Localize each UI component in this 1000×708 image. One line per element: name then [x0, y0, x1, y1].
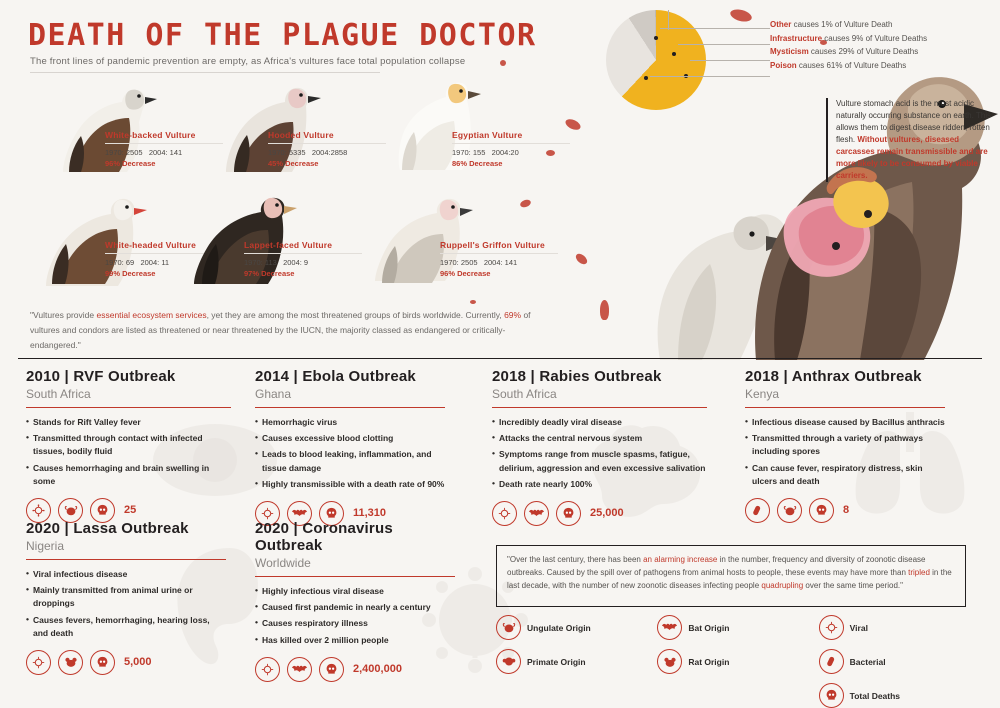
fact: • Has killed over 2 million people [255, 634, 455, 647]
quote-c: in the number, frequency and diversity of zoonotic disease outbreaks. Caused by the spill over of pathogens from animal hosts to people, these events may have more than [507, 555, 926, 577]
death-count: 11,310 [353, 507, 387, 520]
outbreak-card-lassa [26, 520, 226, 675]
leader-line [690, 60, 770, 61]
outbreak-icons [745, 498, 945, 523]
fact: • Mainly transmitted from animal urine or droppings [26, 584, 226, 610]
key-item-bat-origin [657, 615, 814, 640]
leader-line [668, 10, 669, 30]
blood-splatter [519, 198, 532, 208]
death-count: 8 [843, 504, 850, 517]
key-item-ungulate-origin [496, 615, 653, 640]
key-item-primate-origin [496, 649, 653, 674]
legend-item-other: Other causes 1% of Vulture Death [770, 20, 893, 29]
legend-item-poison: Poison causes 61% of Vulture Deaths [770, 60, 907, 70]
quote-d: tripled [908, 567, 930, 577]
death-count: 25,000 [590, 507, 624, 520]
icon-key [496, 615, 976, 708]
outbreak-place: South Africa [26, 387, 91, 401]
fact: • Causes respiratory illness [255, 617, 455, 630]
fact: • Viral infectious disease [26, 568, 226, 581]
outbreak-heading: 2018 | Rabies Outbreak [492, 368, 662, 385]
vulture-name: White-headed Vulture [105, 240, 197, 250]
fact: • Hemorrhagic virus [255, 416, 445, 429]
bacterial-icon [745, 498, 770, 523]
vulture-card-lappet-faced [244, 240, 362, 278]
bat-origin-icon [524, 501, 549, 526]
vulture-2004: 2004: 141 [148, 148, 183, 157]
fact: • Symptoms range from muscle spasms, fatigue, delirium, aggression and even excessive salivation [492, 448, 707, 474]
outbreak-card-coronavirus [255, 520, 455, 682]
card-divider [268, 143, 386, 144]
key-item-bacterial [819, 649, 976, 674]
fact: • Can cause fever, respiratory distress, skin ulcers and death [745, 462, 945, 488]
quote-b: an alarming increase [643, 555, 718, 564]
total-deaths-icon [809, 498, 834, 523]
vulture-card-egyptian [452, 130, 570, 168]
vulture-card-ruppells [440, 240, 558, 278]
vulture-1970: 1970: 5335 [268, 148, 306, 157]
page-title: DEATH OF THE PLAGUE DOCTOR [28, 18, 537, 53]
causes-donut-chart [606, 10, 716, 120]
vulture-decline: 96% Decrease [440, 268, 491, 278]
vulture-decline: 99% Decrease [105, 268, 156, 278]
outbreak-place: South Africa [492, 387, 557, 401]
outbreak-icons [492, 501, 707, 526]
fact: • Attacks the central nervous system [492, 432, 707, 445]
quote-f: quadrupling [761, 580, 804, 590]
death-count: 5,000 [124, 656, 152, 669]
outbreak-card-ebola [255, 368, 445, 526]
key-label: Bat Origin [688, 622, 730, 633]
section-divider [18, 358, 982, 359]
fact: • Highly infectious viral disease [255, 585, 455, 598]
vulture-decline: 97% Decrease [244, 268, 295, 278]
eco-d: 69% [504, 310, 522, 320]
outbreak-heading: 2010 | RVF Outbreak [26, 368, 176, 385]
fact: • Highly transmissible with a death rate of 90% [255, 478, 445, 491]
fact: • Death rate nearly 100% [492, 478, 707, 491]
vulture-name: Egyptian Vulture [452, 130, 523, 140]
ungulate-origin-icon [496, 615, 521, 640]
vulture-1970: 1970: 2505 [440, 258, 478, 267]
viral-icon [255, 657, 280, 682]
quote-g: over the same time period." [803, 580, 903, 590]
outbreak-divider [255, 576, 455, 577]
eco-e: of vultures and condors are listed as threatened or near threatened by the IUCN, the majority classed as endangered or critically-endangered." [30, 310, 531, 350]
vulture-2004: 2004: 11 [140, 258, 170, 267]
outbreak-divider [745, 407, 945, 408]
card-divider [452, 143, 570, 144]
outbreak-facts [255, 585, 455, 647]
outbreak-heading: 2014 | Ebola Outbreak [255, 368, 416, 385]
outbreak-divider [26, 407, 231, 408]
key-item-viral [819, 615, 976, 640]
vulture-card-hooded [268, 130, 386, 168]
viral-icon [492, 501, 517, 526]
outbreak-place: Nigeria [26, 539, 65, 553]
fact: • Transmitted through contact with infected tissues, bodily fluid [26, 432, 231, 458]
key-item-total-deaths [819, 683, 976, 708]
outbreak-facts [26, 416, 231, 488]
bat-origin-icon [287, 657, 312, 682]
card-divider [244, 253, 362, 254]
eco-b: essential ecosystem services [96, 310, 207, 320]
key-label: Rat Origin [688, 656, 730, 667]
eco-a: "Vultures provide [30, 310, 97, 320]
stomach-acid-note [826, 98, 996, 182]
card-divider [105, 143, 223, 144]
causes-legend [770, 18, 985, 72]
outbreak-place: Kenya [745, 387, 780, 401]
ecosystem-paragraph [30, 308, 550, 353]
primate-origin-icon [496, 649, 521, 674]
key-label: Bacterial [849, 656, 886, 667]
outbreak-icons [26, 650, 226, 675]
key-label: Viral [849, 622, 868, 633]
legend-item-mysticism: Mysticism causes 29% of Vulture Deaths [770, 47, 919, 57]
outbreak-divider [492, 407, 707, 408]
vulture-name: White-backed Vulture [105, 130, 196, 140]
vulture-2004: 2004:2858 [311, 148, 348, 157]
vulture-name: Hooded Vulture [268, 130, 334, 140]
total-deaths-icon [90, 650, 115, 675]
outbreak-divider [26, 559, 226, 560]
blood-splatter [500, 60, 506, 66]
vulture-card-white-backed [105, 130, 223, 168]
leader-line [650, 76, 770, 77]
card-divider [440, 253, 558, 254]
leader-line [660, 28, 770, 29]
outbreak-card-rabies [492, 368, 707, 526]
vulture-name: Ruppell's Griffon Vulture [440, 240, 545, 250]
outbreak-facts [745, 416, 945, 488]
fact: • Caused first pandemic in nearly a century [255, 601, 455, 614]
key-label: Primate Origin [527, 656, 586, 667]
vulture-2004: 2004:20 [491, 148, 519, 157]
quote-a: "Over the last century, there has been [507, 555, 644, 564]
zoonotic-quote-box [496, 545, 966, 607]
fact: • Causes excessive blood clotting [255, 432, 445, 445]
fact: • Causes hemorrhaging and brain swelling in some [26, 462, 231, 488]
total-deaths-icon [819, 683, 844, 708]
viral-icon [26, 650, 51, 675]
outbreak-place: Worldwide [255, 556, 311, 570]
total-deaths-icon [556, 501, 581, 526]
bacterial-icon [819, 649, 844, 674]
blood-splatter [470, 300, 476, 304]
acid-note-part1: Vulture stomach acid is the most acidic naturally occurring substance on earth. This allows them to digest disease ridden, rotten flesh. [836, 99, 992, 144]
vulture-1970: 1970: 113 [244, 258, 277, 267]
vulture-2004: 2004: 9 [283, 258, 309, 267]
fact: • Leads to blood leaking, inflammation, and tissue damage [255, 448, 445, 474]
outbreak-card-anthrax [745, 368, 945, 523]
donut-marker [644, 76, 648, 80]
outbreak-facts [26, 568, 226, 640]
viral-icon [819, 615, 844, 640]
vulture-1970: 1970: 69 [105, 258, 135, 267]
death-count: 25 [124, 504, 137, 517]
title-divider [30, 72, 380, 73]
acid-note-part2: Without vultures, diseased carcasses remain transmissible and are more likely to be consumed by viable carriers. [836, 135, 988, 180]
vulture-decline: 45% Decrease [268, 158, 319, 168]
eco-c: , yet they are among the most threatened groups of birds worldwide. Currently, [206, 310, 505, 320]
outbreak-heading: 2018 | Anthrax Outbreak [745, 368, 922, 385]
total-deaths-icon [319, 657, 344, 682]
outbreak-card-rvf [26, 368, 231, 523]
outbreak-divider [255, 407, 445, 408]
fact: • Causes fevers, hemorrhaging, hearing loss, and death [26, 614, 226, 640]
key-label: Ungulate Origin [527, 622, 591, 633]
fact: • Incredibly deadly viral disease [492, 416, 707, 429]
vulture-decline: 96% Decrease [105, 158, 156, 168]
donut-marker [672, 52, 676, 56]
vulture-1970: 1970: 2505 [105, 148, 143, 157]
ungulate-origin-icon [777, 498, 802, 523]
fact: • Stands for Rift Valley fever [26, 416, 231, 429]
fact: • Infectious disease caused by Bacillus anthracis [745, 416, 945, 429]
legend-item-infrastructure: Infrastructure causes 9% of Vulture Deaths [770, 33, 928, 43]
vulture-decline: 86% Decrease [452, 158, 503, 168]
leader-line [678, 44, 770, 45]
vulture-2004: 2004: 141 [483, 258, 518, 267]
outbreak-heading: 2020 | Coronavirus Outbreak [255, 520, 393, 554]
outbreak-place: Ghana [255, 387, 292, 401]
vulture-name: Lappet-faced Vulture [244, 240, 333, 250]
bat-origin-icon [657, 615, 682, 640]
outbreak-facts [255, 416, 445, 491]
page-subtitle: The front lines of pandemic prevention are empty, as Africa's vultures face total population collapse [30, 56, 466, 67]
outbreak-heading: 2020 | Lassa Outbreak [26, 520, 189, 537]
vulture-1970: 1970: 155 [452, 148, 486, 157]
key-item-rat-origin [657, 649, 814, 674]
death-count: 2,400,000 [353, 663, 402, 676]
donut-marker [654, 36, 658, 40]
outbreak-icons [255, 657, 455, 682]
outbreak-facts [492, 416, 707, 491]
quote-e: in the last decade, with the number of new zoonotic diseases infecting people [507, 567, 952, 590]
key-label: Total Deaths [849, 690, 901, 701]
rat-origin-icon [58, 650, 83, 675]
fact: • Transmitted through a variety of pathways including spores [745, 432, 945, 458]
rat-origin-icon [657, 649, 682, 674]
